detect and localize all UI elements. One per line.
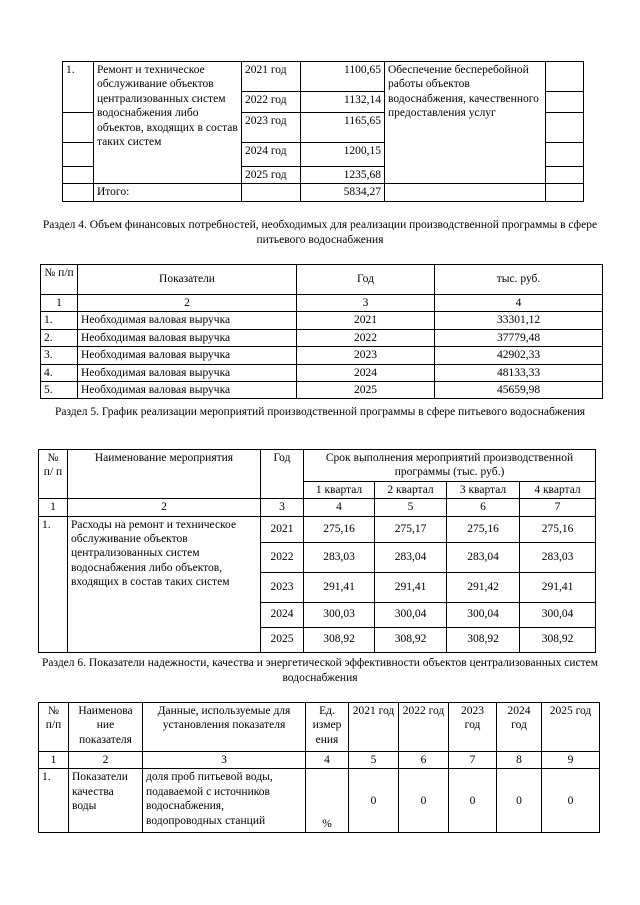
header-quarter: 2 квартал (375, 481, 447, 498)
section4-title: Раздел 4. Объем финансовых потребностей, необходимых для реализации производственной программы в сфере питьевого водоснабжения (42, 219, 598, 246)
row-value: 308,92 (447, 627, 520, 652)
row-year: 2024 (261, 602, 304, 627)
value-cell: 1165,65 (301, 113, 385, 143)
row-value: 275,16 (520, 516, 596, 542)
row-value: 291,41 (520, 572, 596, 602)
row-value: 0 (449, 769, 497, 833)
empty-cell (63, 167, 94, 184)
col-number: 6 (447, 499, 520, 516)
row-value: 0 (497, 769, 542, 833)
header-year: Год (261, 450, 304, 499)
row-num: 1. (41, 312, 78, 329)
row-value: 283,04 (447, 542, 520, 572)
year-cell: 2025 год (242, 167, 301, 184)
value-cell: 1100,65 (301, 62, 385, 92)
row-value: 0 (349, 769, 399, 833)
col-number: 3 (297, 295, 435, 312)
row-num: 1. (39, 769, 69, 833)
row-unit: % (306, 769, 349, 833)
row-value: 45659,98 (435, 381, 603, 398)
row-year: 2022 (297, 329, 435, 346)
row-value: 300,04 (447, 602, 520, 627)
header-year: 2023 год (449, 703, 497, 752)
header-indicator: Показатели (78, 265, 297, 295)
header-quarter: 1 квартал (304, 481, 375, 498)
col-number: 8 (497, 752, 542, 769)
col-number: 6 (399, 752, 449, 769)
row-name: Необходимая валовая выручка (78, 312, 297, 329)
header-year: 2025 год (542, 703, 600, 752)
table-row (41, 312, 603, 329)
header-activity-name: Наименование мероприятия (68, 450, 261, 499)
row-name: Необходимая валовая выручка (78, 329, 297, 346)
row-name: Показатели качества воды (69, 769, 143, 833)
section5-title: Раздел 5. График реализации мероприятий производственной программы в сфере питьевого водоснабжения (54, 406, 586, 418)
table-row (41, 364, 603, 381)
item-name: Ремонт и техническое обслуживание объектов централизованных систем водоснабжения либо объектов, входящих в состав таких систем (94, 62, 242, 184)
row-year: 2022 (261, 542, 304, 572)
row-year: 2021 (297, 312, 435, 329)
row-year: 2025 (297, 381, 435, 398)
row-value: 308,92 (304, 627, 375, 652)
header-quarter: 3 квартал (447, 481, 520, 498)
header-quarter: 4 квартал (520, 481, 596, 498)
row-year: 2024 (297, 364, 435, 381)
row-value: 42902,33 (435, 347, 603, 364)
col-number: 2 (68, 499, 261, 516)
empty-cell (546, 167, 584, 184)
empty-cell (63, 184, 94, 201)
row-num: 2. (41, 329, 78, 346)
row-value: 283,03 (520, 542, 596, 572)
empty-cell (242, 184, 301, 201)
year-cell: 2022 год (242, 92, 301, 113)
row-year: 2023 (261, 572, 304, 602)
row-value: 275,17 (375, 516, 447, 542)
row-value: 300,03 (304, 602, 375, 627)
col-number: 3 (143, 752, 306, 769)
empty-cell (546, 62, 584, 92)
header-year: Год (297, 265, 435, 295)
year-cell: 2023 год (242, 113, 301, 143)
header-year: 2022 год (399, 703, 449, 752)
section6-table (38, 702, 600, 833)
value-cell: 1235,68 (301, 167, 385, 184)
row-value: 291,41 (375, 572, 447, 602)
col-number: 5 (349, 752, 399, 769)
value-cell: 1200,15 (301, 143, 385, 167)
row-value: 275,16 (304, 516, 375, 542)
col-number: 9 (542, 752, 600, 769)
empty-cell (385, 184, 546, 201)
row-value: 300,04 (375, 602, 447, 627)
header-num: № п/п (39, 703, 69, 752)
col-number: 1 (41, 295, 78, 312)
section6-title: Раздел 6. Показатели надежности, качества и энергетической эффективности объектов централизованных систем водоснабжения (41, 657, 598, 684)
empty-cell (63, 113, 94, 143)
header-year: 2021 год (349, 703, 399, 752)
col-number: 1 (39, 499, 68, 516)
header-data-used: Данные, используемые для установления показателя (143, 703, 306, 752)
row-value: 37779,48 (435, 329, 603, 346)
row-name: Необходимая валовая выручка (78, 364, 297, 381)
row-value: 0 (399, 769, 449, 833)
table-row (39, 769, 600, 833)
col-number: 7 (520, 499, 596, 516)
col-number: 4 (435, 295, 603, 312)
year-cell: 2021 год (242, 62, 301, 92)
row-year: 2023 (297, 347, 435, 364)
row-year: 2021 (261, 516, 304, 542)
total-value: 5834,27 (301, 184, 385, 201)
col-number: 3 (261, 499, 304, 516)
row-value: 300,04 (520, 602, 596, 627)
purpose-cell: Обеспечение бесперебойной работы объектов водоснабжения, качественного предоставления услуг (385, 62, 546, 184)
section5-table (38, 449, 596, 653)
col-number: 2 (69, 752, 143, 769)
empty-cell (546, 113, 584, 143)
row-year: 2025 (261, 627, 304, 652)
row-num: 3. (41, 347, 78, 364)
row-name: Необходимая валовая выручка (78, 347, 297, 364)
total-label: Итого: (94, 184, 242, 201)
col-number: 4 (304, 499, 375, 516)
header-indicator-name: Наименова ние показателя (69, 703, 143, 752)
row-value: 0 (542, 769, 600, 833)
header-thousand-rub: тыс. руб. (435, 265, 603, 295)
col-number: 5 (375, 499, 447, 516)
row-value: 308,92 (520, 627, 596, 652)
table-row (39, 516, 596, 542)
row-data: доля проб питьевой воды, подаваемой с источников водоснабжения, водопроводных станций (143, 769, 306, 833)
top-table (62, 61, 584, 202)
row-value: 33301,12 (435, 312, 603, 329)
row-num: 1. (39, 516, 68, 652)
col-number: 4 (306, 752, 349, 769)
row-value: 275,16 (447, 516, 520, 542)
col-number: 7 (449, 752, 497, 769)
row-num: 4. (41, 364, 78, 381)
row-value: 291,41 (304, 572, 375, 602)
row-num: 5. (41, 381, 78, 398)
section4-table (40, 264, 603, 399)
col-number: 2 (78, 295, 297, 312)
header-year: 2024 год (497, 703, 542, 752)
row-value: 291,42 (447, 572, 520, 602)
row-name: Расходы на ремонт и техническое обслуживание объектов централизованных систем водоснабжения либо объектов, входящих в состав таких систем (68, 516, 261, 652)
item-number: 1. (63, 62, 94, 113)
empty-cell (546, 184, 584, 201)
row-value: 283,03 (304, 542, 375, 572)
value-cell: 1132,14 (301, 92, 385, 113)
col-number: 1 (39, 752, 69, 769)
year-cell: 2024 год (242, 143, 301, 167)
table-row (41, 329, 603, 346)
row-value: 48133,33 (435, 364, 603, 381)
header-num: № п/п (41, 265, 78, 295)
empty-cell (546, 92, 584, 113)
header-unit: Ед. измер ения (306, 703, 349, 752)
header-num: № п/ п (39, 450, 68, 499)
row-value: 308,92 (375, 627, 447, 652)
row-name: Необходимая валовая выручка (78, 381, 297, 398)
table-row (41, 381, 603, 398)
header-term: Срок выполнения мероприятий производственной программы (тыс. руб.) (304, 450, 596, 482)
empty-cell (546, 143, 584, 167)
row-value: 283,04 (375, 542, 447, 572)
empty-cell (63, 143, 94, 167)
table-row (41, 347, 603, 364)
